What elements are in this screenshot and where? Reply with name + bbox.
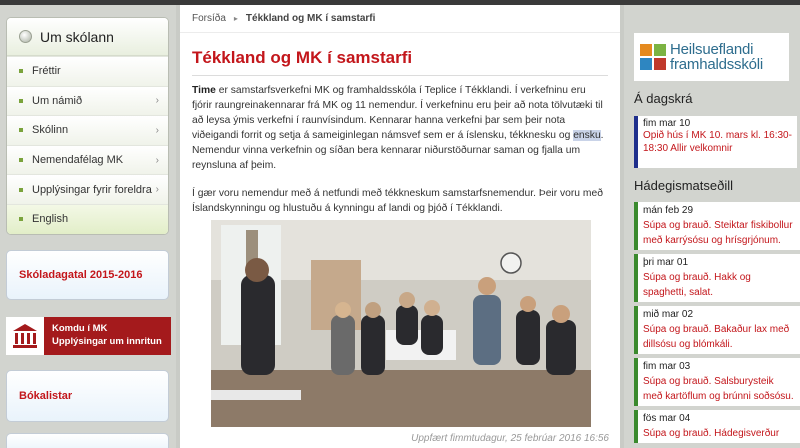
article-body [192, 83, 604, 229]
article-paragraph-1 [192, 83, 604, 173]
chevron-right-icon: › [155, 184, 159, 196]
sidebar-item-label: Skólinn [32, 124, 69, 137]
sidebar-item-english[interactable] [7, 204, 168, 234]
lunch-day [634, 358, 800, 406]
lunch-text: Súpa og brauð. Salsburysteik með kartöflum og brúnni soðsósu. [643, 376, 794, 402]
sidebar-item-label: English [32, 213, 69, 226]
lunch-menu [634, 202, 800, 447]
agenda-item[interactable] [634, 116, 797, 168]
lunch-day [634, 254, 800, 302]
chevron-right-icon: › [155, 124, 159, 136]
sidebar-nav [6, 17, 169, 235]
sidebar-item-label: Nemendafélag MK [32, 154, 124, 167]
square-bullet-icon [19, 69, 23, 73]
agenda-text: Opið hús í MK 10. mars kl. 16:30-18:30 Allir velkomnir [643, 130, 792, 154]
sidebar-item-nemendafelag[interactable] [7, 145, 168, 175]
sidebar-item-label: Upplýsingar fyrir foreldra [32, 183, 152, 196]
calendar-link-label: Skóladagatal 2015-2016 [19, 269, 143, 281]
sidebar-item-foreldrar[interactable] [7, 174, 168, 204]
next-link-card[interactable] [6, 433, 169, 448]
booklist-link-label: Bókalistar [19, 390, 73, 402]
lunch-text: Súpa og brauð. Hakk og spaghetti, salat. [643, 272, 751, 298]
article-paragraph-2: Í gær voru nemendur með á netfundi með tékkneskum samstarfsnemendur. Þeir voru með Íslandskynningu og hlustuðu á kynningu af landi og þjóð í Tékklandi. [192, 188, 603, 214]
enrollment-banner[interactable] [6, 317, 171, 355]
lunch-date: fös mar 04 [643, 413, 691, 424]
lunch-date: fim mar 03 [643, 361, 691, 372]
square-bullet-icon [19, 99, 23, 103]
page-title: Tékkland og MK í samstarfi [192, 48, 413, 67]
logo-text [670, 42, 763, 72]
enrollment-banner-text [44, 317, 171, 355]
sidebar-item-skolinn[interactable] [7, 115, 168, 145]
lunch-text: Súpa og brauð. Hádegisverður [643, 428, 780, 439]
lunch-heading: Hádegismatseðill [634, 178, 733, 193]
lunch-day [634, 202, 800, 250]
article-bold-term: Time [192, 85, 216, 96]
calendar-link-card[interactable] [6, 250, 169, 300]
logo-line-1: Heilsueflandi [670, 41, 754, 58]
banner-line-1: Komdu í MK [52, 323, 108, 334]
square-bullet-icon [19, 188, 23, 192]
breadcrumb-separator-icon: ▸ [233, 14, 238, 23]
article-text: . Nemendur vinna verkefnin og síðan bera kennarar niðurstöðurnar saman og fjalla um reynsluna af þeim. [192, 130, 604, 171]
title-divider [192, 75, 608, 76]
sidebar-item-um-namid[interactable] [7, 86, 168, 116]
health-school-logo[interactable] [634, 33, 789, 81]
breadcrumb-current: Tékkland og MK í samstarfi [245, 13, 376, 24]
agenda-heading: Á dagskrá [634, 91, 693, 106]
lunch-date: þri mar 01 [643, 257, 689, 268]
square-bullet-icon [19, 217, 23, 221]
lunch-day [634, 410, 800, 443]
circle-bullet-icon [19, 30, 32, 43]
banner-line-2: Upplýsingar um innritun [52, 336, 162, 347]
breadcrumb [180, 5, 620, 33]
sidebar-heading[interactable] [7, 18, 168, 56]
article-photo [211, 220, 591, 427]
breadcrumb-home[interactable]: Forsíða [192, 13, 226, 24]
booklist-link-card[interactable] [6, 370, 169, 422]
building-icon [6, 317, 44, 355]
right-sidebar [624, 5, 800, 448]
chevron-right-icon: › [155, 154, 159, 166]
chevron-right-icon: › [155, 95, 159, 107]
sidebar-heading-label: Um skólann [40, 28, 114, 45]
lunch-date: mið mar 02 [643, 309, 694, 320]
lunch-text: Súpa og brauð. Steiktar fiskibollur með karrýsósu og hrísgrjónum. [643, 220, 793, 246]
lunch-date: mán feb 29 [643, 205, 694, 216]
lunch-day [634, 306, 800, 354]
square-bullet-icon [19, 128, 23, 132]
agenda-date: fim mar 10 [643, 118, 691, 129]
updated-timestamp: Uppfært fimmtudagur, 25 febrúar 2016 16:56 [411, 433, 609, 444]
article-text: er samstarfsverkefni MK og framhaldsskóla í Teplice í Tékklandi. Í verkefninu eru fjórir raungreinakennarar frá MK og 11 nemendur. Í verkefninu eru þeir að nota tölvutæki til að leysa ýmis verkefni í raunvísindum. Kennarar hanna verkefni þar sem þeir nota viðeigandi forrit og setja á sameiginlegan námsvef sem er á íslensku, tékknesku og [192, 85, 603, 141]
sidebar-item-label: Fréttir [32, 65, 61, 78]
sidebar-item-label: Um námið [32, 94, 83, 107]
main-content [180, 5, 620, 448]
logo-line-2: framhaldsskóli [670, 56, 764, 73]
health-logo-icon [640, 44, 666, 70]
sidebar-item-frettir[interactable] [7, 56, 168, 86]
square-bullet-icon [19, 158, 23, 162]
lunch-text: Súpa og brauð. Bakaður lax með dillsósu og blómkáli. [643, 324, 790, 350]
left-sidebar [0, 5, 176, 448]
highlighted-word: ensku [573, 130, 601, 141]
